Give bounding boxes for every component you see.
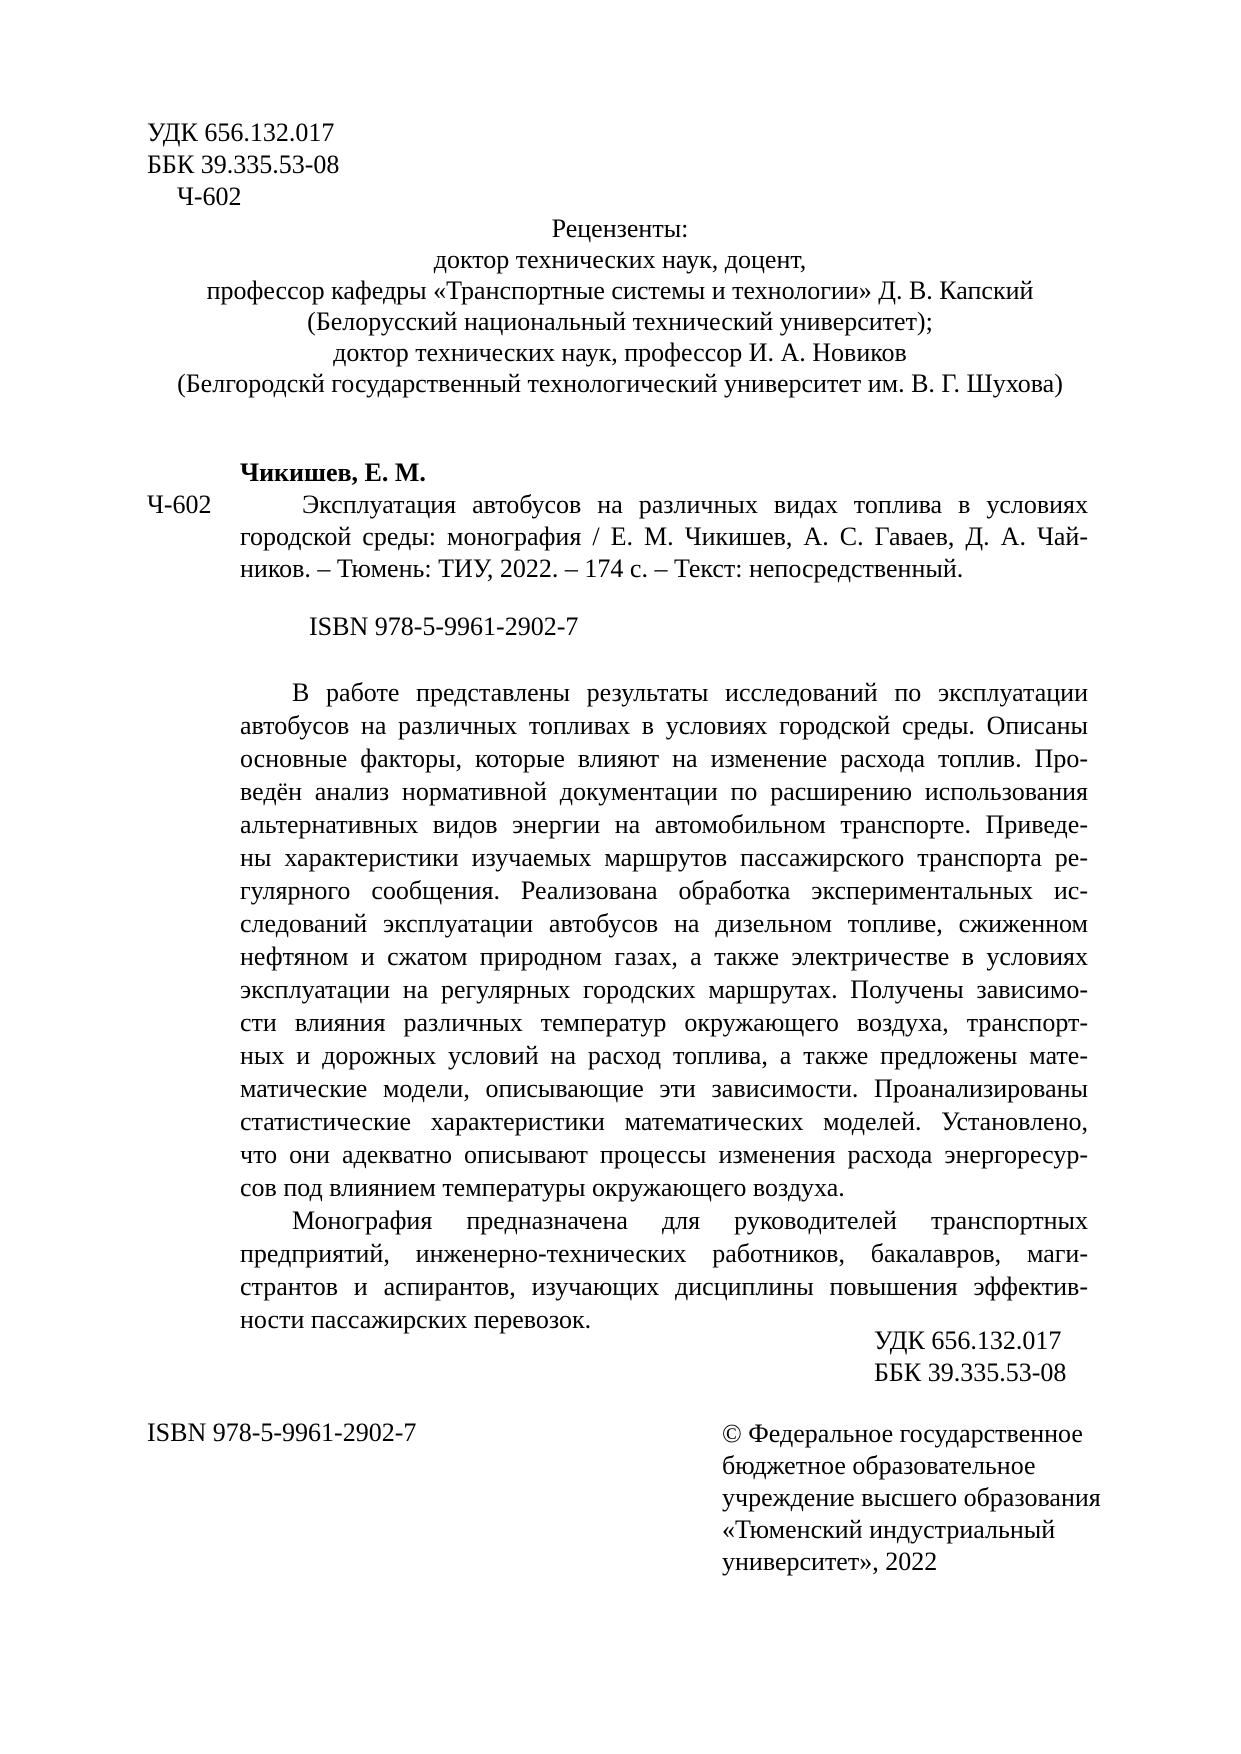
abstract-line: гулярного сообщения. Реализована обработка экспериментальных ис- (240, 876, 1088, 905)
abstract-line: автобусов на различных топливах в условиях городской среды. Описаны (240, 711, 1088, 740)
purpose-line: Монография предназначена для руководителей транспортных (292, 1206, 1088, 1235)
bibliography-line: городской среды: монография / Е. М. Чикишев, А. С. Гаваев, Д. А. Чай- (240, 522, 1088, 551)
abstract-line: ных и дорожных условий на расход топлива, а также предложены мате- (240, 1041, 1088, 1070)
copyright-line: «Тюменский индустриальный (722, 1515, 1056, 1544)
isbn-record: ISBN 978-5-9961-2902-7 (309, 612, 579, 641)
footer-udk: УДК 656.132.017 (874, 1326, 1062, 1355)
abstract-line: что они адекватно описывают процессы изменения расхода энергоресур- (240, 1140, 1088, 1169)
copyright-block (722, 1418, 1101, 1578)
purpose-line: предприятий, инженерно-технических работников, бакалавров, маги- (240, 1239, 1088, 1268)
author-heading: Чикишев, Е. М. (240, 458, 426, 487)
copyright-line: учреждение высшего образования (722, 1483, 1101, 1512)
abstract-line: альтернативных видов энергии на автомобильном транспорте. Приведе- (240, 810, 1088, 839)
purpose-line: странтов и аспирантов, изучающих дисциплины повышения эффектив- (240, 1272, 1088, 1301)
reviewer-line: доктор технических наук, доцент, (433, 245, 807, 274)
purpose-line: ности пассажирских перевозок. (240, 1305, 592, 1334)
copyright-line: университет», 2022 (722, 1547, 938, 1576)
udk-code: УДК 656.132.017 (147, 118, 335, 147)
bibliography-line: ников. – Тюмень: ТИУ, 2022. – 174 с. – Текст: непосредственный. (240, 554, 964, 583)
bibliography-mark: Ч-602 (147, 490, 212, 519)
abstract-line: В работе представлены результаты исследований по эксплуатации (292, 678, 1088, 707)
abstract-line: статистические характеристики математических моделей. Установлено, (240, 1107, 1088, 1136)
reviewer-line: (Белорусский национальный технический университет); (307, 307, 933, 336)
abstract-line: нефтяном и сжатом природном газах, а также электричестве в условиях (240, 942, 1088, 971)
reviewer-line: (Белгородскй государственный технологический университет им. В. Г. Шухова) (177, 369, 1063, 398)
copyright-line: © Федеральное государственное (722, 1419, 1083, 1448)
reviewers-title: Рецензенты: (551, 214, 689, 243)
bibliography-line: Эксплуатация автобусов на различных видах топлива в условиях (302, 490, 1088, 519)
abstract-line: эксплуатации на регулярных городских маршрутах. Получены зависимо- (240, 975, 1088, 1004)
abstract-paragraph (240, 676, 1088, 1336)
footer-bbk: ББК 39.335.53-08 (874, 1358, 1067, 1387)
author-mark: Ч-602 (177, 182, 242, 211)
abstract-line: основные факторы, которые влияют на изменение расхода топлив. Про- (240, 744, 1088, 773)
abstract-line: сти влияния различных температур окружающего воздуха, транспорт- (240, 1008, 1088, 1037)
abstract-line: ны характеристики изучаемых маршрутов пассажирского транспорта ре- (240, 843, 1088, 872)
abstract-line: матические модели, описывающие эти зависимости. Проанализированы (240, 1074, 1088, 1103)
abstract-line: следований эксплуатации автобусов на дизельном топливе, сжиженном (240, 909, 1088, 938)
copyright-line: бюджетное образовательное (722, 1451, 1036, 1480)
reviewer-line: профессор кафедры «Транспортные системы и технологии» Д. В. Капский (206, 276, 1034, 305)
abstract-line: ведён анализ нормативной документации по расширению использования (240, 777, 1088, 806)
footer-isbn: ISBN 978-5-9961-2902-7 (147, 1418, 417, 1447)
abstract-line: сов под влиянием температуры окружающего воздуха. (240, 1173, 845, 1202)
bbk-code: ББК 39.335.53-08 (147, 150, 340, 179)
reviewer-line: доктор технических наук, профессор И. А. Новиков (333, 338, 907, 367)
